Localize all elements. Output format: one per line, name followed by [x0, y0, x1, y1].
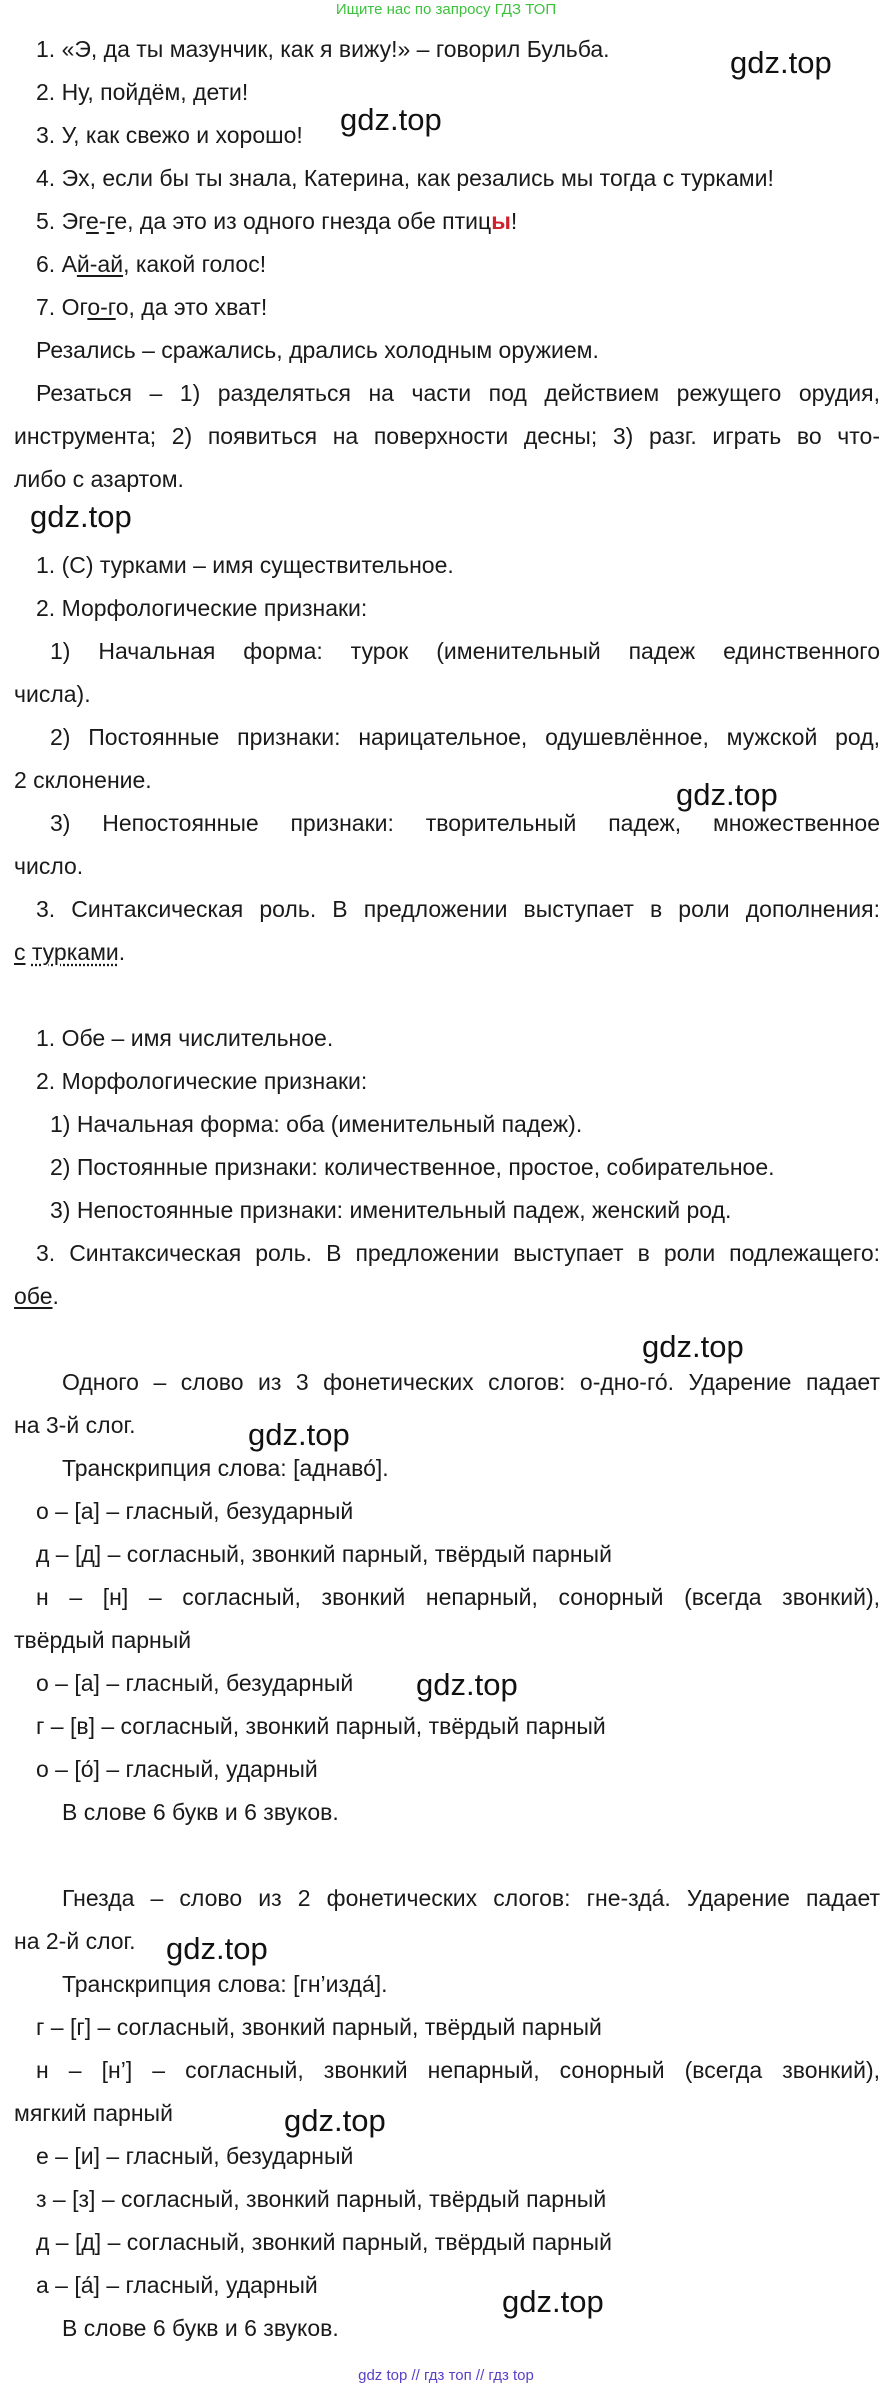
watermark: gdz.top: [30, 499, 132, 534]
watermark: gdz.top: [248, 1417, 350, 1452]
morph-turkami-initial-1: 1) Начальная форма: турок (именительный падеж единственного: [50, 638, 880, 664]
phon-odnogo-sound-4: о – [а] – гласный, безударный: [36, 1670, 354, 1696]
morph-obe-constant: 2) Постоянные признаки: количественное, простое, собирательное.: [50, 1154, 775, 1180]
phon-gnezda-sound-1: г – [г] – согласный, звонкий парный, твёрдый парный: [36, 2014, 602, 2040]
watermark: gdz.top: [284, 2103, 386, 2138]
phon-odnogo-sound-2: д – [д] – согласный, звонкий парный, твёрдый парный: [36, 1541, 612, 1567]
phon-gnezda-sound-6: а – [а́] – гласный, ударный: [36, 2272, 318, 2298]
phon-odnogo-sound-6: о – [о́] – гласный, ударный: [36, 1756, 318, 1782]
watermark: gdz.top: [340, 102, 442, 137]
sentence-3: 3. У, как свежо и хорошо!: [36, 122, 303, 148]
phon-gnezda-sound-2a: н – [н’] – согласный, звонкий непарный, сонорный (всегда звонкий),: [36, 2057, 880, 2083]
morph-turkami-constant-1: 2) Постоянные признаки: нарицательное, одушевлённое, мужской род,: [50, 724, 880, 750]
morph-obe-variable: 3) Непостоянные признаки: именительный падеж, женский род.: [50, 1197, 732, 1223]
morph-turkami-syntax-1: 3. Синтаксическая роль. В предложении выступает в роли дополнения:: [36, 896, 880, 922]
watermark: gdz.top: [676, 777, 778, 812]
phon-gnezda-intro-1: Гнезда – слово из 2 фонетических слогов: гне-зда́. Ударение падает: [62, 1885, 880, 1911]
watermark: gdz.top: [166, 1931, 268, 1966]
sentence-7: 7. Ого-го, да это хват!: [36, 294, 268, 320]
phon-odnogo-intro-1: Одного – слово из 3 фонетических слогов: о-дно-го́. Ударение падает: [62, 1369, 880, 1395]
definition-rezalis: Резались – сражались, дрались холодным оружием.: [36, 337, 599, 363]
morph-turkami-title: 1. (С) турками – имя существительное.: [36, 552, 454, 578]
watermark: gdz.top: [730, 45, 832, 80]
watermark: gdz.top: [416, 1667, 518, 1702]
morph-obe-title: 1. Обе – имя числительное.: [36, 1025, 334, 1051]
sentence-4: 4. Эх, если бы ты знала, Катерина, как резались мы тогда с турками!: [36, 165, 774, 191]
phon-gnezda-sound-2b: мягкий парный: [14, 2100, 173, 2126]
morph-turkami-variable-1: 3) Непостоянные признаки: творительный падеж, множественное: [50, 810, 880, 836]
phon-odnogo-intro-2: на 3-й слог.: [14, 1412, 136, 1438]
sentence-2: 2. Ну, пойдём, дети!: [36, 79, 249, 105]
phon-odnogo-summary: В слове 6 букв и 6 звуков.: [62, 1799, 339, 1825]
sentence-5: 5. Эге-ге, да это из одного гнезда обе птицы!: [36, 208, 518, 234]
phon-gnezda-sound-4: з – [з] – согласный, звонкий парный, твёрдый парный: [36, 2186, 607, 2212]
morph-turkami-initial-2: числа).: [14, 681, 91, 707]
morph-turkami-variable-2: число.: [14, 853, 84, 879]
phon-gnezda-intro-2: на 2-й слог.: [14, 1928, 136, 1954]
watermark: gdz.top: [642, 1329, 744, 1364]
definition-rezatsya-line-1: Резаться – 1) разделяться на части под действием режущего орудия,: [36, 380, 880, 406]
phon-odnogo-sound-3a: н – [н] – согласный, звонкий непарный, сонорный (всегда звонкий),: [36, 1584, 880, 1610]
morph-obe-initial: 1) Начальная форма: оба (именительный падеж).: [50, 1111, 583, 1137]
phon-odnogo-sound-1: о – [а] – гласный, безударный: [36, 1498, 354, 1524]
morph-turkami-constant-2: 2 склонение.: [14, 767, 152, 793]
morph-turkami-heading: 2. Морфологические признаки:: [36, 595, 368, 621]
phon-gnezda-summary: В слове 6 букв и 6 звуков.: [62, 2315, 339, 2341]
phon-odnogo-transcription: Транскрипция слова: [аднаво́].: [62, 1455, 389, 1481]
sentence-1: 1. «Э, да ты мазунчик, как я вижу!» – говорил Бульба.: [36, 36, 610, 62]
morph-turkami-syntax-2: с турками.: [14, 939, 126, 965]
phon-gnezda-sound-5: д – [д] – согласный, звонкий парный, твёрдый парный: [36, 2229, 612, 2255]
watermark: gdz.top: [502, 2284, 604, 2319]
sentence-6: 6. Ай-ай, какой голос!: [36, 251, 267, 277]
definition-rezatsya-line-3: либо с азартом.: [14, 466, 184, 492]
footer-links[interactable]: gdz top // гдз топ // гдз top: [358, 2367, 534, 2384]
definition-rezatsya-line-2: инструмента; 2) появиться на поверхности десны; 3) разг. играть во что-: [14, 423, 880, 449]
phon-odnogo-sound-3b: твёрдый парный: [14, 1627, 192, 1653]
morph-obe-syntax-2: обе.: [14, 1283, 59, 1309]
phon-odnogo-sound-5: г – [в] – согласный, звонкий парный, твёрдый парный: [36, 1713, 606, 1739]
morph-obe-heading: 2. Морфологические признаки:: [36, 1068, 368, 1094]
search-banner[interactable]: Ищите нас по запросу ГДЗ ТОП: [335, 1, 557, 18]
phon-gnezda-transcription: Транскрипция слова: [гн’изда́].: [62, 1971, 388, 1997]
phon-gnezda-sound-3: е – [и] – гласный, безударный: [36, 2143, 354, 2169]
morph-obe-syntax-1: 3. Синтаксическая роль. В предложении выступает в роли подлежащего:: [36, 1240, 880, 1266]
